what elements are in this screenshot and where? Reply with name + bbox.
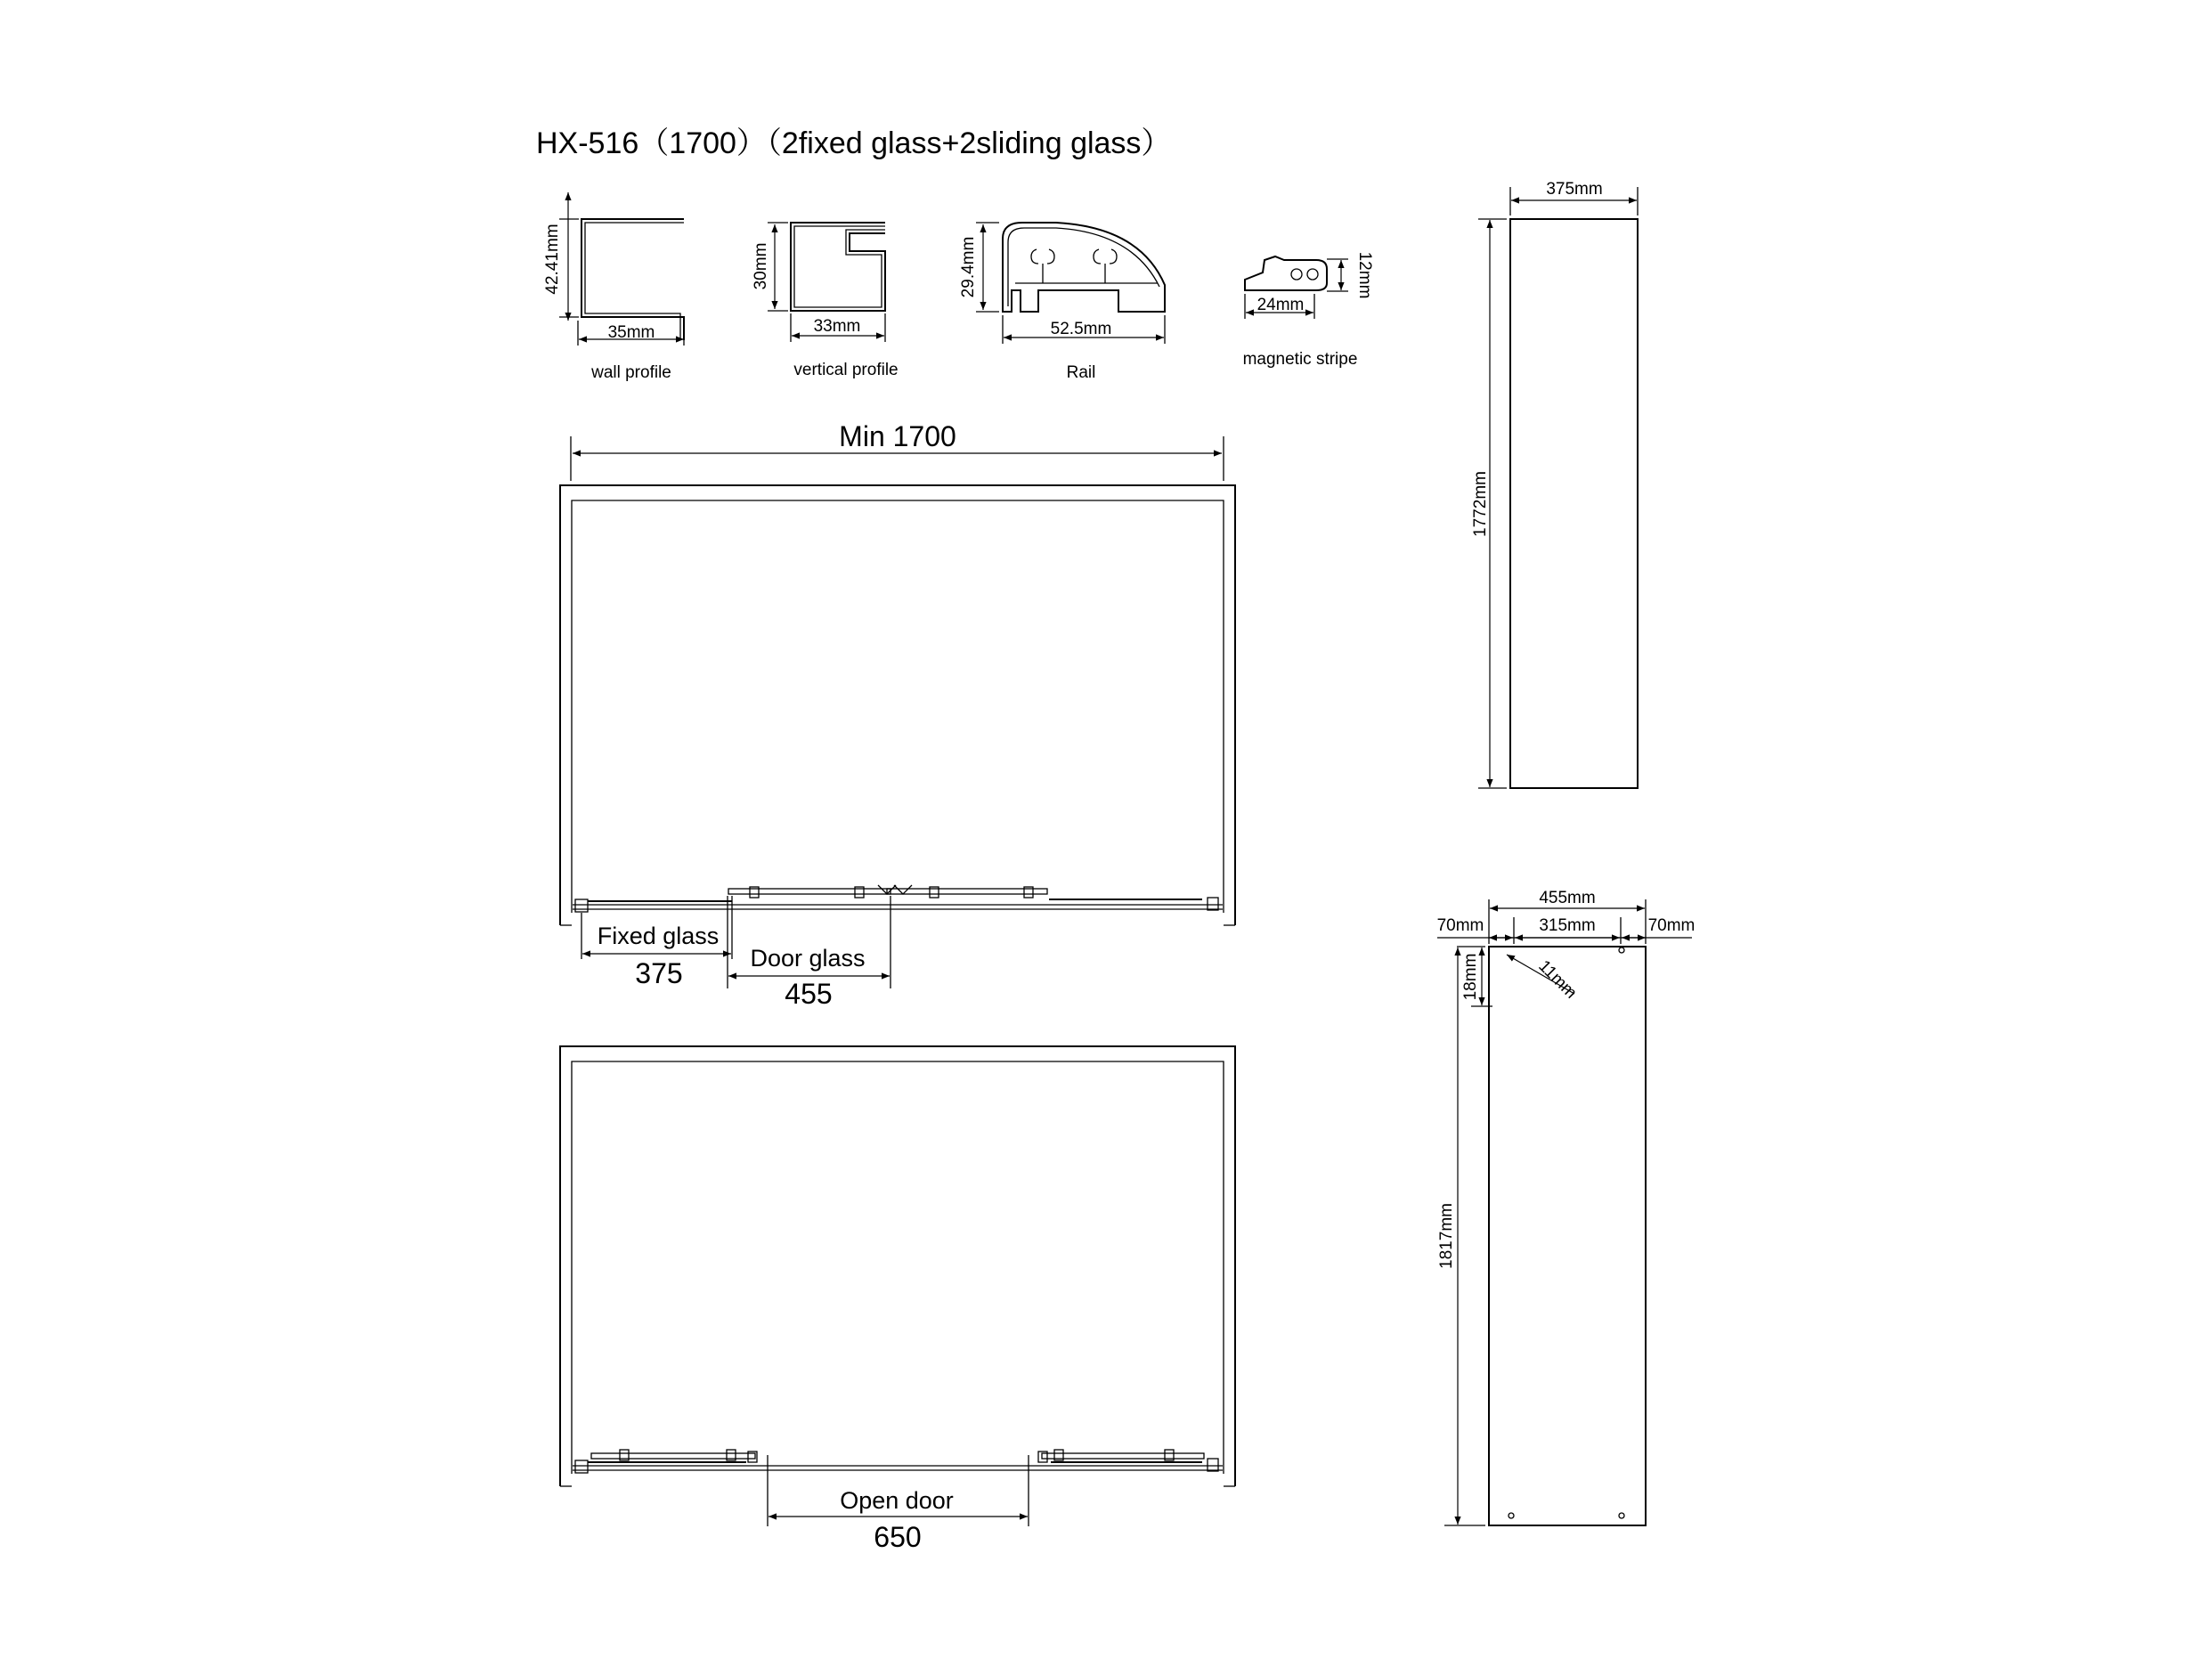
rail-caption: Rail bbox=[1066, 363, 1096, 382]
open-door-label: Open door bbox=[840, 1487, 954, 1514]
magnetic-stripe-height-label: 12mm bbox=[1355, 251, 1374, 299]
fixed-panel-height-label: 1772mm bbox=[1471, 471, 1490, 537]
door-panel-top-offset-label: 18mm bbox=[1461, 953, 1480, 1001]
door-glass-label: Door glass bbox=[750, 945, 866, 972]
fixed-panel-width-label: 375mm bbox=[1546, 180, 1603, 199]
wall-profile-width-label: 35mm bbox=[607, 323, 655, 342]
door-glass-value: 455 bbox=[785, 978, 833, 1010]
door-panel-width-label: 455mm bbox=[1539, 889, 1596, 907]
front-elevation-open bbox=[560, 1046, 1235, 1526]
wall-profile-height-label: 42.41mm bbox=[543, 224, 562, 295]
vertical-profile-caption: vertical profile bbox=[793, 361, 899, 379]
magnetic-stripe-caption: magnetic stripe bbox=[1242, 350, 1358, 369]
open-door-value: 650 bbox=[874, 1521, 922, 1553]
door-panel-inner-label: 315mm bbox=[1539, 916, 1596, 935]
vertical-profile-height-label: 30mm bbox=[752, 242, 770, 290]
rail-height-label: 29.4mm bbox=[959, 236, 978, 298]
door-panel-height-label: 1817mm bbox=[1437, 1203, 1456, 1269]
door-panel-hole-label: 11mm bbox=[1534, 956, 1581, 1003]
door-panel-left-margin-label: 70mm bbox=[1436, 916, 1484, 935]
drawing-title: HX-516（1700）（2fixed glass+2sliding glass） bbox=[536, 126, 1172, 160]
fixed-panel-side-view bbox=[1478, 187, 1638, 788]
fixed-glass-value: 375 bbox=[635, 957, 683, 989]
magnetic-stripe-width-label: 24mm bbox=[1256, 296, 1305, 314]
total-width-label: Min 1700 bbox=[839, 420, 956, 452]
front-elevation-closed bbox=[560, 436, 1235, 988]
door-panel-right-margin-label: 70mm bbox=[1647, 916, 1696, 935]
rail-width-label: 52.5mm bbox=[1050, 320, 1112, 338]
fixed-glass-label: Fixed glass bbox=[597, 923, 720, 949]
vertical-profile-width-label: 33mm bbox=[813, 317, 861, 336]
wall-profile-caption: wall profile bbox=[591, 363, 671, 382]
